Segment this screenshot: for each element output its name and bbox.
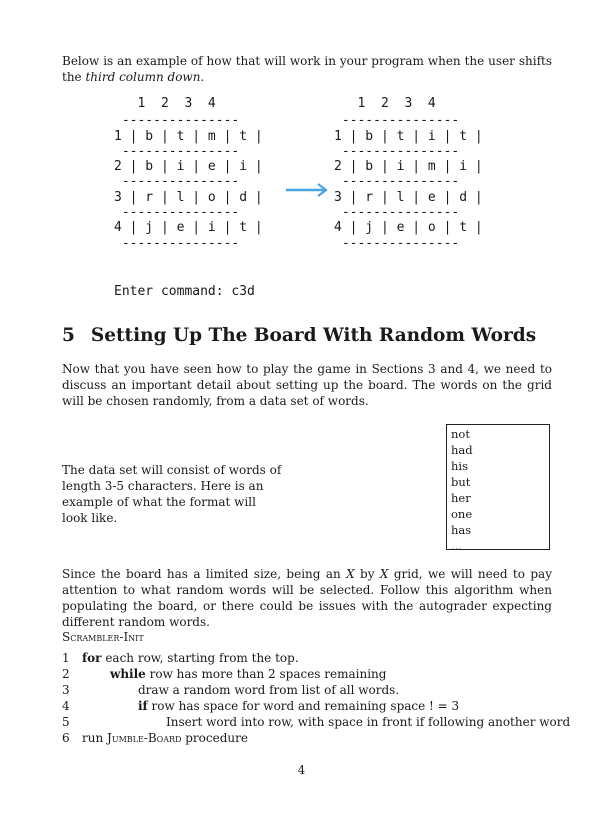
page-number: 4	[297, 763, 306, 777]
section-intro-paragraph: Now that you have seen how to play the game in Sections 3 and 4, we need to discuss an important detail about setting up the board. The words on the grid will be chosen randomly, from a data set of words.	[62, 362, 552, 408]
word-item: one	[451, 507, 473, 521]
word-list-box	[446, 424, 550, 553]
dataset-description: The data set will consist of words of length 3-5 characters. Here is an example of what the format will look like.	[62, 463, 282, 525]
grid-before: 1 2 3 4 --------------- 1 | b | t | m | t | --------------- 2 | b | i | e | i | --------------- 3 | r | l | o | d | --------------- 4 | j | e | i | t | ---------------	[114, 96, 263, 251]
word-item: her	[451, 491, 471, 505]
algorithm-title: Scrambler-Init	[62, 630, 144, 644]
word-item: but	[451, 475, 471, 489]
command-line: Enter command: c3d	[114, 284, 255, 299]
board-size-paragraph: Since the board has a limited size, being an X by X grid, we will need to pay attention to what random words will be selected. Follow this algorithm when populating the board, or there could be issues with the autograder expecting different random words.	[62, 567, 552, 629]
grid-after: 1 2 3 4 --------------- 1 | b | t | i | t | --------------- 2 | b | i | m | i | --------------- 3 | r | l | e | d | --------------- 4 | j | e | o | t | ---------------	[334, 96, 483, 251]
section-heading: 5 Setting Up The Board With Random Words	[62, 325, 537, 346]
word-item: not	[451, 427, 470, 441]
right-arrow-icon	[286, 183, 330, 197]
word-item: ...	[451, 539, 462, 553]
word-item: has	[451, 523, 472, 537]
intro-paragraph: Below is an example of how that will work in your program when the user shifts the third column down.	[62, 54, 552, 84]
word-item: his	[451, 459, 468, 473]
word-item: had	[451, 443, 473, 457]
